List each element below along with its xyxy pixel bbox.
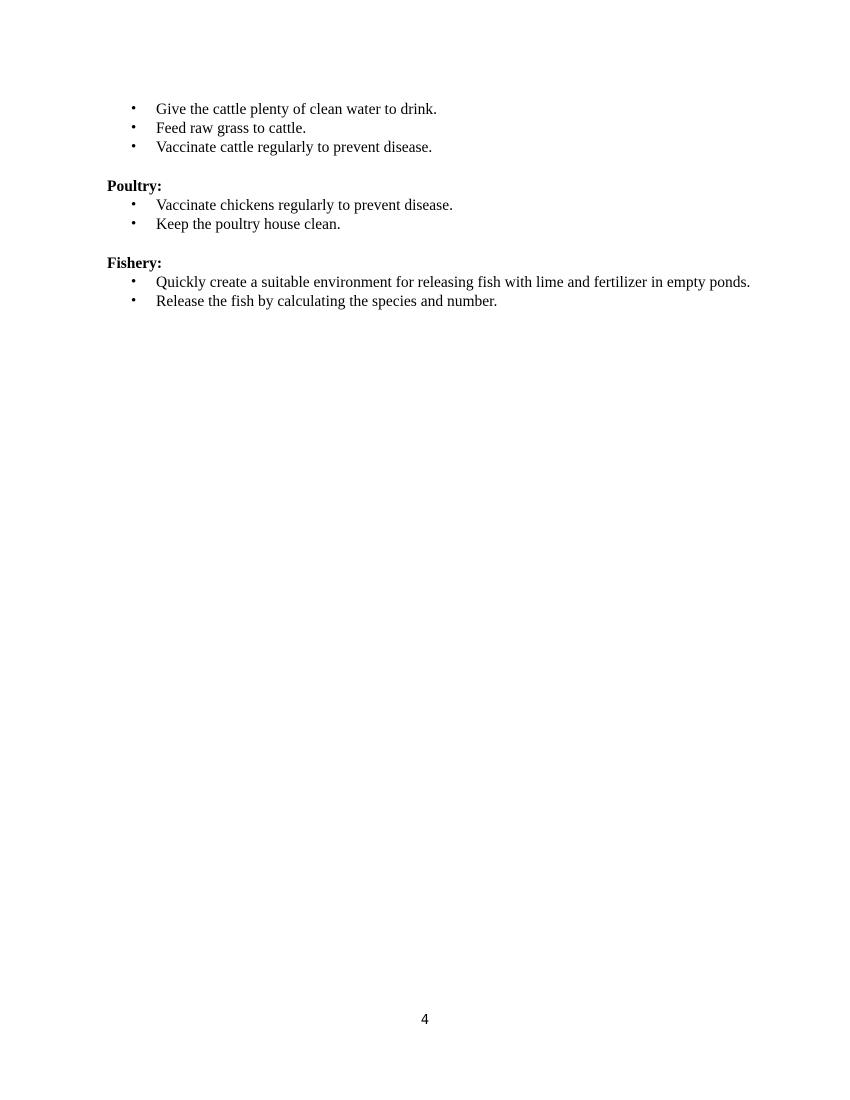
- list-item: [107, 119, 763, 138]
- page-content: [107, 100, 763, 311]
- list-item-text: Feed raw grass to cattle.: [156, 120, 307, 137]
- bullet-icon: •: [131, 101, 137, 117]
- list-item: [107, 292, 763, 311]
- list-item-text: Vaccinate cattle regularly to prevent disease.: [156, 139, 433, 156]
- list-item-text: Keep the poultry house clean.: [156, 216, 341, 233]
- fishery-heading: Fishery:: [107, 255, 163, 272]
- list-item: [107, 100, 763, 119]
- list-item: [107, 273, 763, 292]
- poultry-list: [107, 196, 763, 234]
- bullet-icon: •: [131, 216, 137, 232]
- list-item: [107, 138, 763, 157]
- list-item-text: Quickly create a suitable environment for releasing fish with lime and fertilizer in empty ponds.: [156, 274, 751, 291]
- poultry-heading: Poultry:: [107, 178, 163, 195]
- bullet-icon: •: [131, 197, 137, 213]
- fishery-list: [107, 273, 763, 311]
- bullet-icon: •: [131, 120, 137, 136]
- list-item-text: Give the cattle plenty of clean water to drink.: [156, 101, 438, 118]
- cattle-list: [107, 100, 763, 157]
- bullet-icon: •: [131, 139, 137, 155]
- list-item: [107, 196, 763, 215]
- list-item-text: Vaccinate chickens regularly to prevent disease.: [156, 197, 453, 214]
- list-item: [107, 215, 763, 234]
- page-number: 4: [420, 1013, 430, 1028]
- list-item-text: Release the fish by calculating the species and number.: [156, 293, 498, 310]
- bullet-icon: •: [131, 274, 137, 290]
- bullet-icon: •: [131, 293, 137, 309]
